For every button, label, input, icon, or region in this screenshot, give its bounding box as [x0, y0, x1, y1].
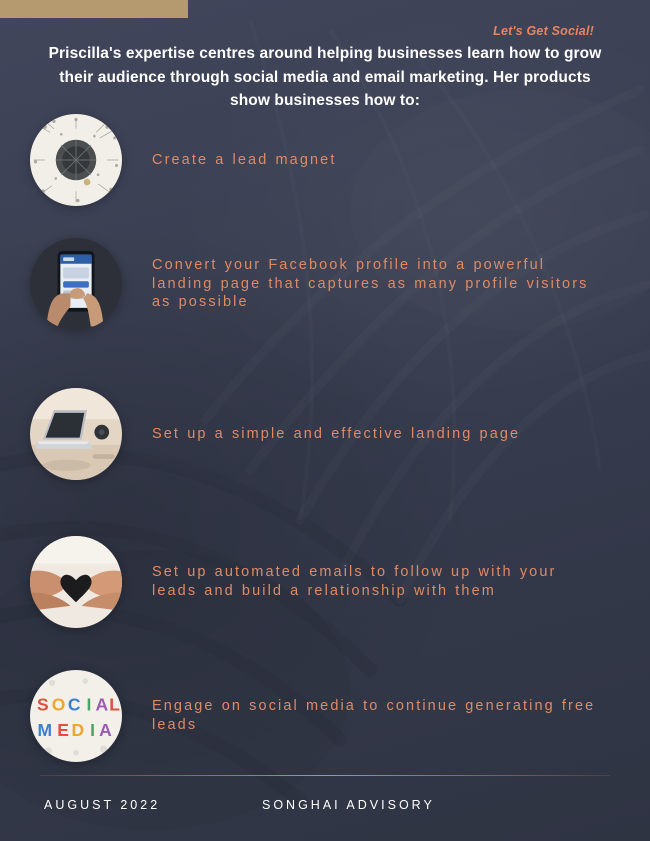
- kicker-text: Let's Get Social!: [493, 24, 594, 38]
- thumbnail-wrapper: [0, 114, 152, 206]
- footer-brand: SONGHAI ADVISORY: [262, 798, 435, 812]
- list-item-label: Set up automated emails to follow up with your leads and build a relationship with them: [152, 564, 557, 599]
- hand-holding-phone-facebook-photo: [30, 238, 122, 330]
- list-item: [0, 360, 650, 508]
- dandelion-seedhead-photo: [30, 114, 122, 206]
- thumbnail-wrapper: [0, 536, 152, 628]
- list-item-label: Create a lead magnet: [152, 151, 337, 168]
- footer-date: AUGUST 2022: [44, 798, 161, 812]
- list-item: [0, 656, 650, 776]
- thumbnail-wrapper: [0, 388, 152, 480]
- thumbnail-wrapper: [0, 670, 152, 762]
- top-accent-bar: [0, 0, 188, 18]
- svg-text:I: I: [86, 694, 92, 715]
- list-item: [0, 508, 650, 656]
- svg-text:L: L: [109, 694, 120, 715]
- svg-text:A: A: [99, 720, 112, 741]
- svg-text:A: A: [95, 694, 109, 715]
- items-list: [0, 112, 650, 776]
- svg-text:I: I: [90, 720, 95, 741]
- svg-text:S: S: [37, 694, 49, 715]
- two-hands-forming-heart-photo: [30, 536, 122, 628]
- list-item: [0, 112, 650, 208]
- laptop-on-desk-photo: [30, 388, 122, 480]
- list-item-label: Set up a simple and effective landing page: [152, 425, 521, 442]
- social-media-letters-photo: [30, 670, 122, 762]
- svg-text:C: C: [67, 694, 81, 715]
- list-item-label: Convert your Facebook profile into a powerful landing page that captures as many profile visitors as possible: [152, 257, 589, 311]
- intro-paragraph: Priscilla's expertise centres around helping businesses learn how to grow their audience through social media and email marketing. Her products show businesses how to:: [48, 45, 602, 110]
- footer-divider: [40, 775, 610, 776]
- svg-text:O: O: [51, 694, 66, 715]
- list-item: [0, 208, 650, 360]
- svg-text:E: E: [57, 720, 69, 741]
- list-item-label: Engage on social media to continue generating free leads: [152, 698, 596, 733]
- thumbnail-wrapper: [0, 238, 152, 330]
- svg-text:D: D: [71, 720, 85, 741]
- footer: [0, 798, 650, 812]
- svg-text:M: M: [37, 720, 53, 741]
